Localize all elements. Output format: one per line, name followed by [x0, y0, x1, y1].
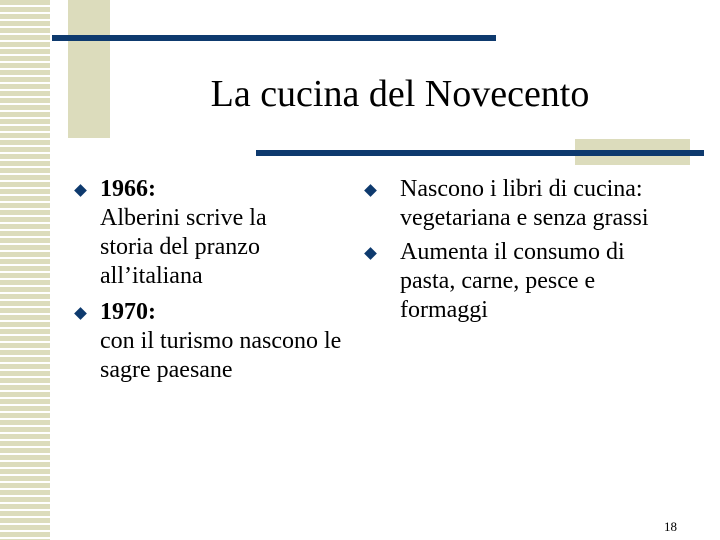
title-accent-block	[68, 0, 110, 138]
list-item-consumo	[356, 238, 708, 325]
diamond-bullet-icon	[74, 184, 87, 197]
item-text: con il turismo nascono le sagre paesane	[100, 328, 342, 383]
item-text: Nascono i libri di cucina: vegetariana e senza grassi	[400, 176, 649, 231]
list-item-libri	[356, 175, 708, 233]
list-item-1970	[76, 298, 366, 385]
left-column	[76, 175, 366, 385]
decorative-stripes	[0, 0, 50, 540]
diamond-bullet-icon	[364, 184, 377, 197]
bottom-rule	[256, 150, 704, 156]
diamond-bullet-icon	[364, 247, 377, 260]
item-text: Alberini scrive la storia del pranzo all’italiana	[100, 205, 267, 289]
list-item-1966	[76, 175, 366, 291]
item-text: Aumenta il consumo di pasta, carne, pesce e formaggi	[400, 239, 625, 323]
slide-title: La cucina del Novecento	[210, 73, 590, 115]
diamond-bullet-icon	[74, 307, 87, 320]
item-heading: 1970:	[100, 299, 156, 325]
right-column	[356, 175, 708, 325]
page-number: 18	[664, 519, 677, 534]
item-heading: 1966:	[100, 176, 156, 202]
top-rule	[52, 35, 496, 41]
